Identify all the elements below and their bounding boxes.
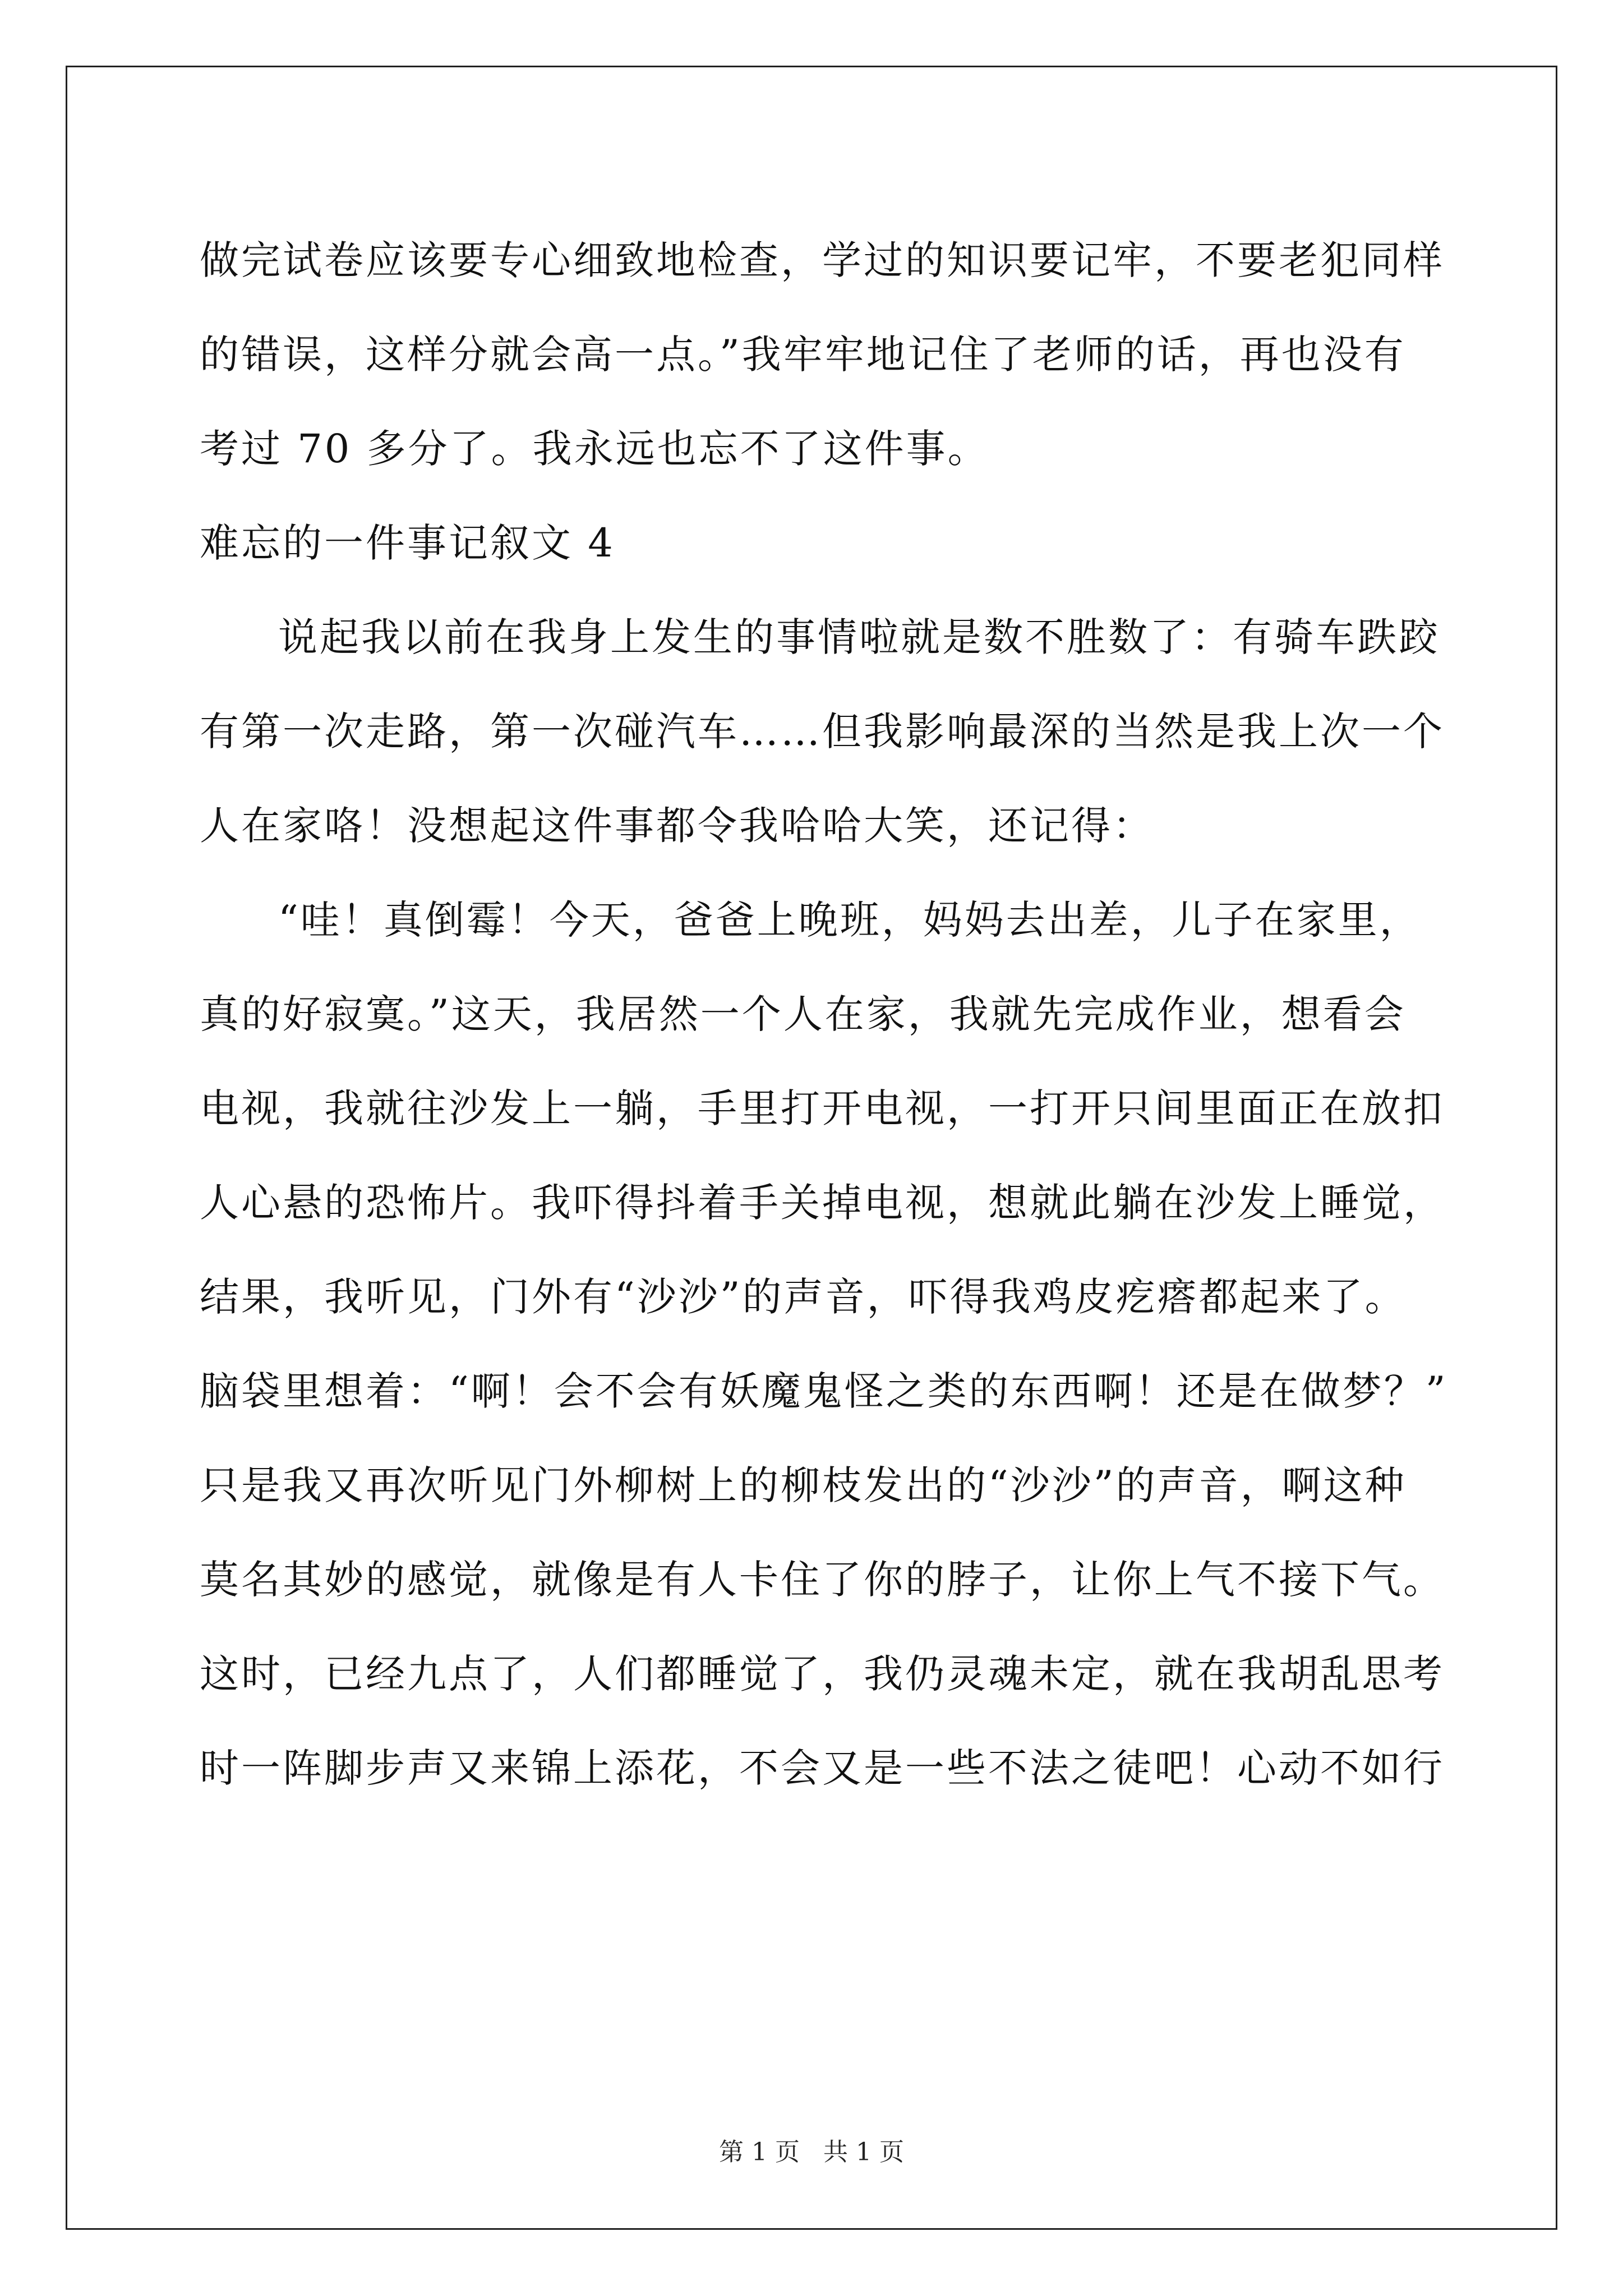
text-line: 说起我以前在我身上发生的事情啦就是数不胜数了：有骑车跌跤 — [278, 614, 1440, 660]
text-line: 脑袋里想着：“啊！会不会有妖魔鬼怪之类的东西啊！还是在做梦？” — [200, 1368, 1448, 1414]
text-line: “哇！真倒霉！今天，爸爸上晚班，妈妈去出差，儿子在家里， — [278, 897, 1421, 943]
text-line: 真的好寂寞。”这天，我居然一个人在家，我就先完成作业，想看会 — [200, 991, 1406, 1037]
section-heading: 难忘的一件事记叙文 4 — [200, 520, 615, 566]
text-line: 的错误，这样分就会高一点。”我牢牢地记住了老师的话，再也没有 — [200, 332, 1406, 378]
text-line: 这时，已经九点了，人们都睡觉了，我仍灵魂未定，就在我胡乱思考 — [200, 1651, 1445, 1697]
document-body — [200, 213, 1448, 1815]
text-line: 电视，我就往沙发上一躺，手里打开电视，一打开只间里面正在放扣 — [200, 1085, 1445, 1131]
text-line: 只是我又再次听见门外柳树上的柳枝发出的“沙沙”的声音，啊这种 — [200, 1462, 1407, 1508]
text-line: 人心悬的恐怖片。我吓得抖着手关掉电视，想就此躺在沙发上睡觉， — [200, 1180, 1445, 1226]
text-line: 结果，我听见，门外有“沙沙”的声音，吓得我鸡皮疙瘩都起来了。 — [200, 1274, 1407, 1320]
text-line: 做完试卷应该要专心细致地检查，学过的知识要记牢，不要老犯同样 — [200, 237, 1445, 283]
text-line: 莫名其妙的感觉，就像是有人卡住了你的脖子，让你上气不接下气。 — [200, 1557, 1445, 1603]
page-footer: 第 1 页 共 1 页 — [719, 2138, 904, 2166]
text-line: 时一阵脚步声又来锦上添花，不会又是一些不法之徒吧！心动不如行 — [200, 1745, 1445, 1791]
text-line: 有第一次走路，第一次碰汽车……但我影响最深的当然是我上次一个 — [200, 708, 1445, 754]
text-line: 考过 70 多分了。我永远也忘不了这件事。 — [200, 426, 989, 472]
text-line: 人在家咯！没想起这件事都令我哈哈大笑，还记得： — [200, 803, 1154, 849]
